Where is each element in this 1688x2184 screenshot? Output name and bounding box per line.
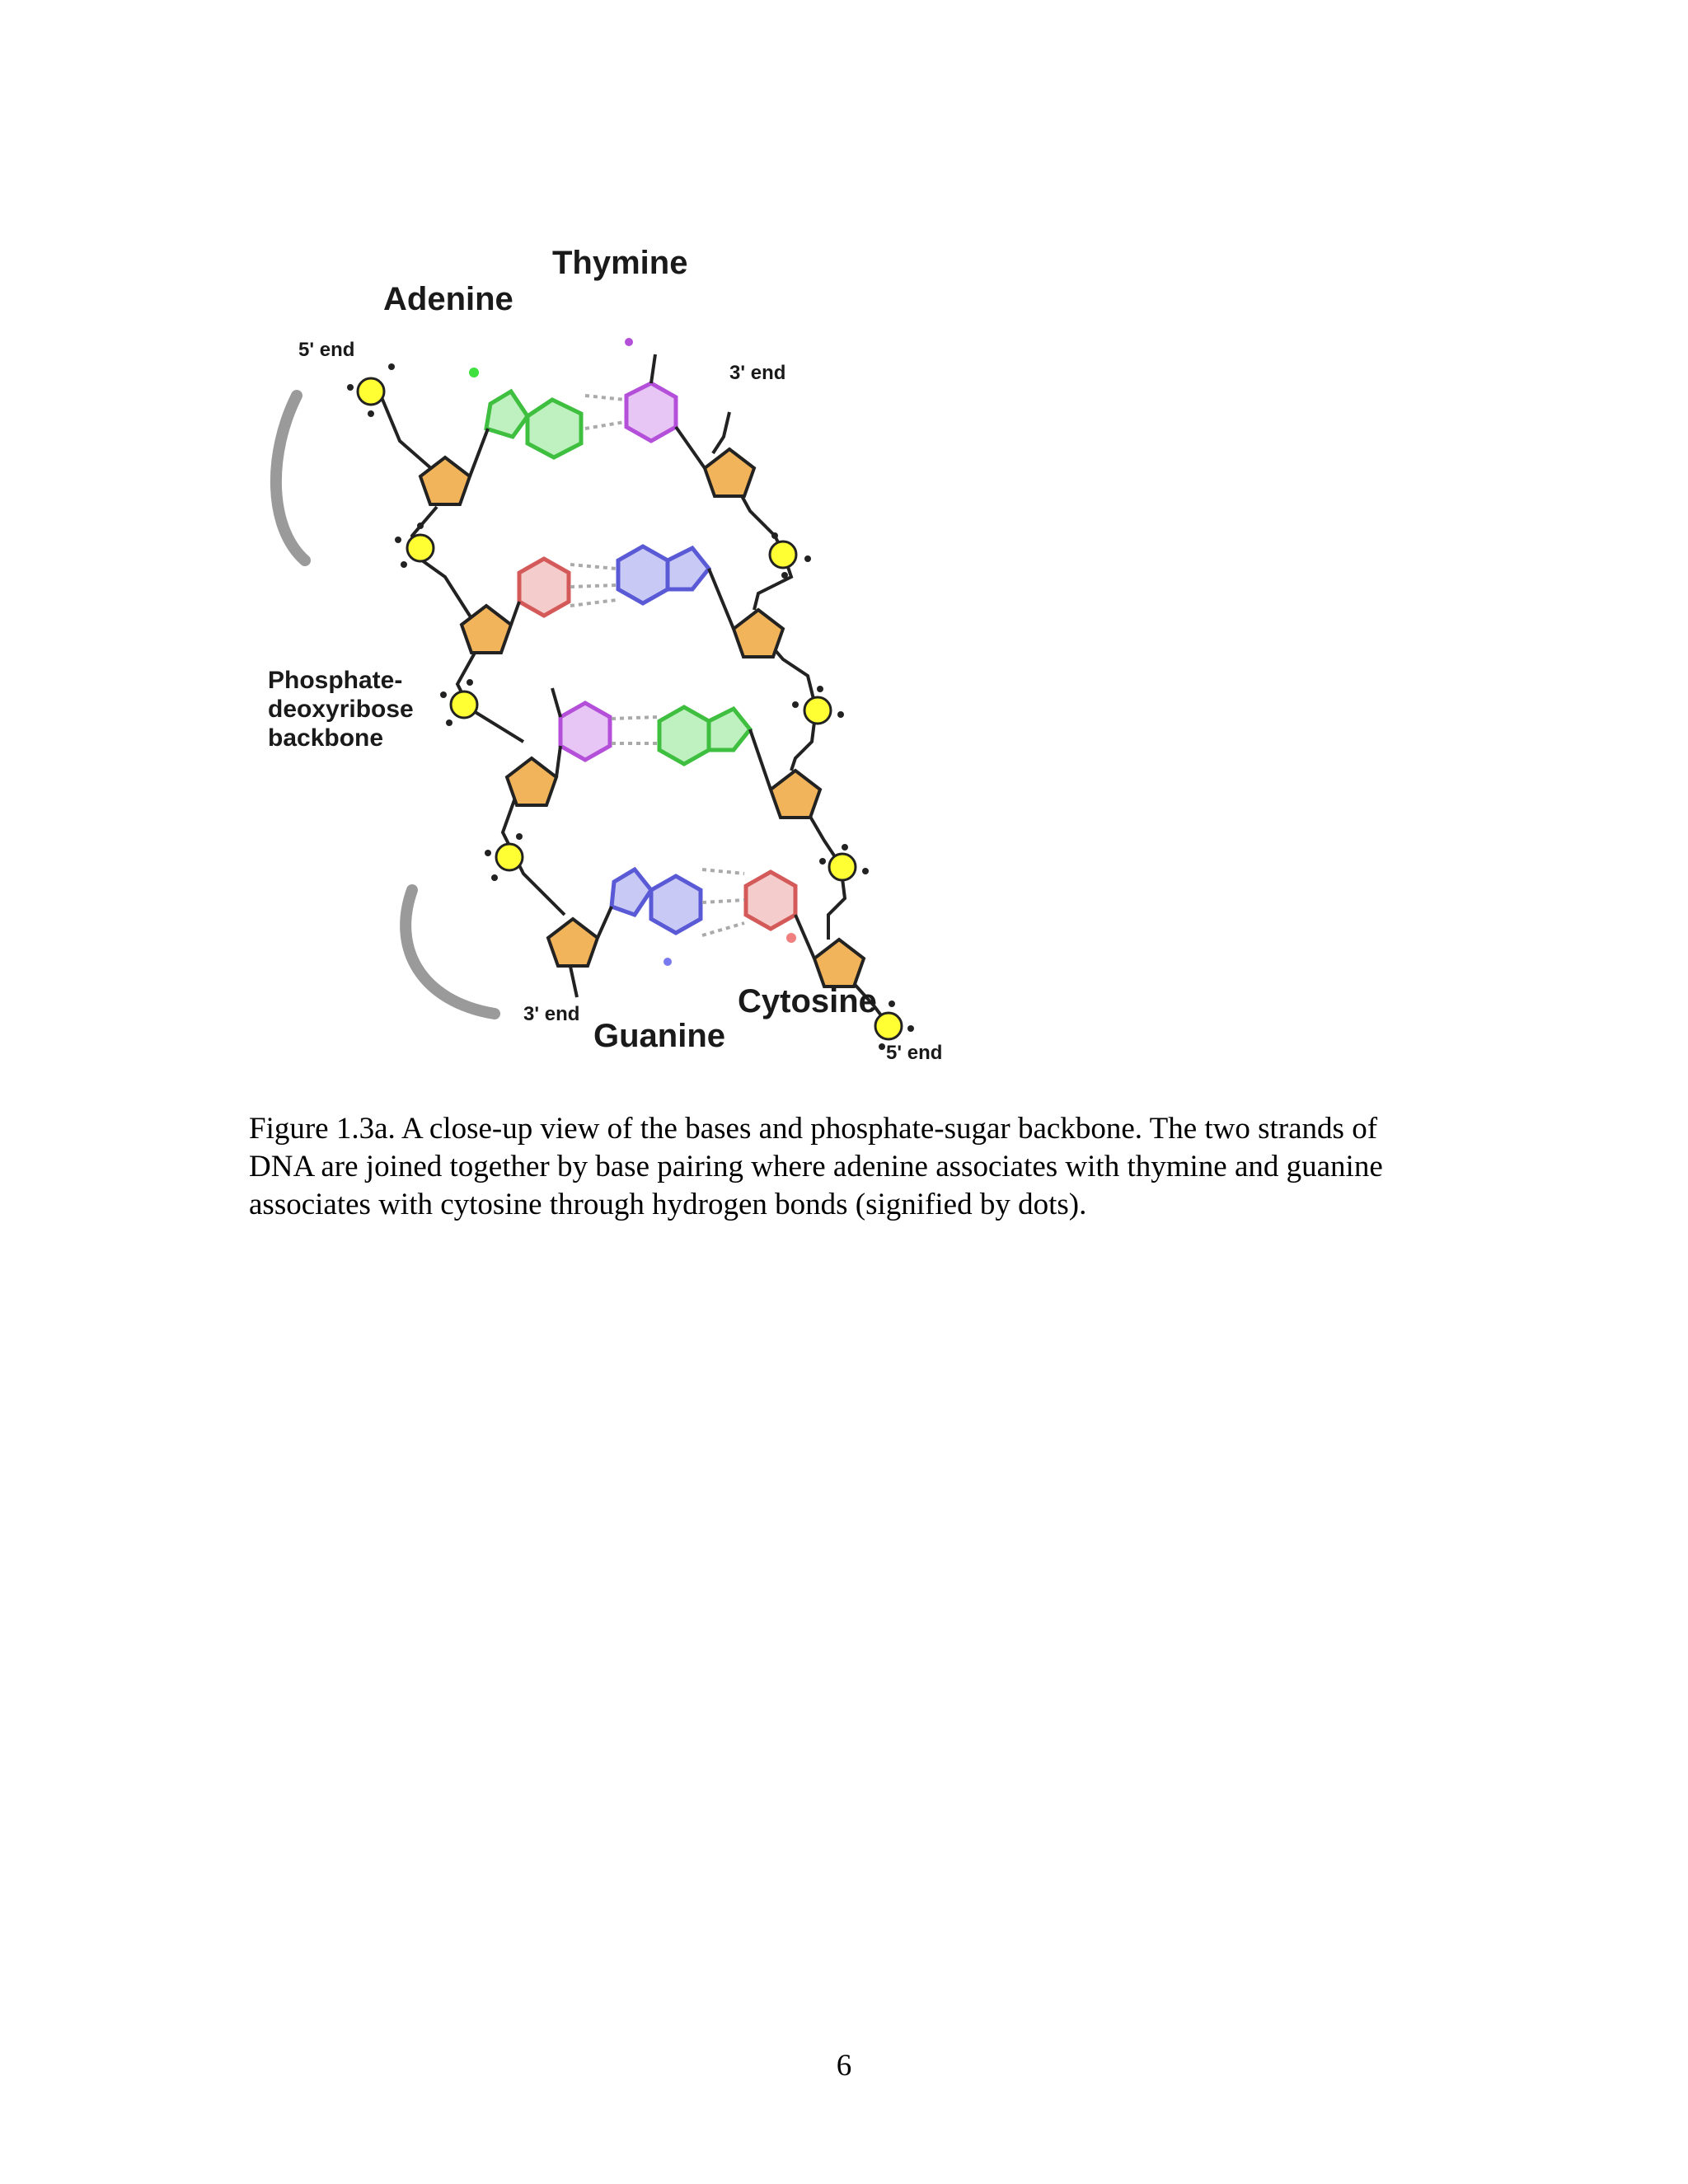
label-5-end-top-left: 5' end [298, 339, 355, 361]
adenine-base [659, 707, 771, 790]
label-thymine: Thymine [552, 245, 688, 281]
thymine-base [552, 688, 610, 777]
hydrogen-bond [702, 923, 744, 935]
dna-structure-figure [247, 231, 973, 1080]
hydrogen-bond [585, 396, 625, 400]
hydrogen-bond [702, 900, 744, 902]
deoxyribose-sugar [705, 449, 754, 496]
right-strand-segment [713, 412, 729, 453]
phosphate-group [395, 523, 434, 568]
label-backbone-line2: deoxyribose [268, 696, 414, 723]
hydrogen-bond [585, 422, 625, 429]
label-adenine: Adenine [383, 281, 513, 317]
figure-caption: Figure 1.3a. A close-up view of the bases and phosphate-sugar backbone. The two strands of DNA are joined together by base pairing where adenine associates with thymine and guanine associates with cytosine through hydrogen bonds (signified by dots). [249, 1112, 1383, 1221]
thymine-marker [625, 338, 633, 346]
deoxyribose-sugar [814, 940, 864, 987]
cytosine-base [511, 559, 569, 625]
label-cytosine: Cytosine [738, 983, 877, 1019]
deoxyribose-sugar [507, 758, 556, 805]
cytosine-base [746, 872, 814, 958]
label-backbone-line3: backbone [268, 724, 384, 752]
adenine-base [470, 391, 581, 476]
hydrogen-bond [612, 717, 658, 719]
label-3-end-bottom-left: 3' end [523, 1003, 580, 1025]
deoxyribose-sugar [771, 771, 820, 818]
page-number: 6 [836, 2049, 852, 2083]
deoxyribose-sugar [734, 610, 783, 657]
label-5-end-bottom-right: 5' end [886, 1042, 943, 1064]
phosphate-group [792, 686, 844, 724]
label-3-end-top-right: 3' end [729, 362, 786, 384]
guanine-base [598, 869, 701, 938]
phosphate-group [485, 833, 523, 881]
hydrogen-bond [702, 869, 744, 874]
phosphate-group [819, 844, 869, 880]
label-backbone-line1: Phosphate- [268, 667, 403, 694]
cytosine-marker [786, 933, 796, 943]
deoxyribose-sugar [548, 919, 598, 966]
dna-diagram [247, 231, 973, 1080]
guanine-base [618, 546, 734, 629]
guanine-marker [663, 958, 672, 966]
adenine-marker [469, 368, 479, 377]
hydrogen-bond [570, 600, 617, 606]
label-guanine: Guanine [593, 1018, 726, 1054]
backbone-curve-top [276, 396, 305, 560]
thymine-base [626, 354, 705, 468]
hydrogen-bond [570, 565, 617, 569]
hydrogen-bond [570, 585, 617, 587]
backbone-curve-bottom [406, 890, 495, 1014]
